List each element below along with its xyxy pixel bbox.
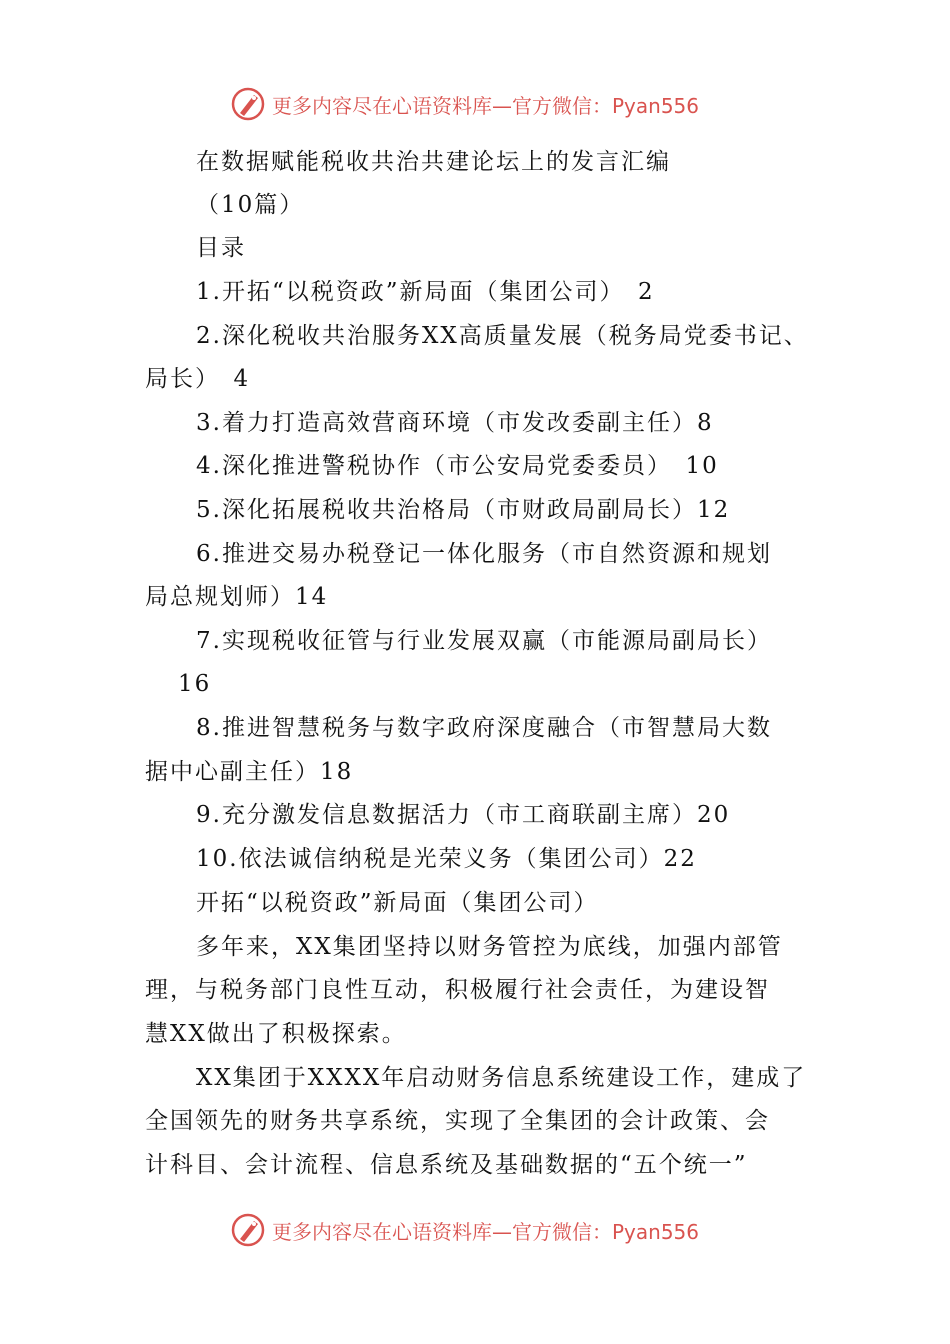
toc-entry: 1.开拓“以税资政”新局面（集团公司） 2 [196,279,655,305]
pen-nib-circle-icon [230,1212,266,1248]
toc-entry: 6.推进交易办税登记一体化服务（市自然资源和规划 [196,541,772,567]
toc-heading: 目录 [196,235,246,261]
toc-entry: 7.实现税收征管与行业发展双赢（市能源局副局长） [196,628,772,654]
toc-entry: 5.深化拓展税收共治格局（市财政局副局长）12 [196,497,731,523]
section-title: 开拓“以税资政”新局面（集团公司） [196,890,599,916]
document-subtitle: （10篇） [196,192,305,218]
watermark-banner-top [230,84,699,124]
watermark-text: 更多内容尽在心语资料库—官方微信：Pyan556 [272,1219,700,1244]
toc-entry-continued: 局总规划师）14 [145,584,329,610]
toc-entry: 10.依法诚信纳税是光荣义务（集团公司）22 [196,846,697,872]
toc-entry: 2.深化税收共治服务XX高质量发展（税务局党委书记、 [196,323,809,349]
paragraph-line: 慧XX做出了积极探索。 [145,1021,407,1047]
toc-entry-continued: 据中心副主任）18 [145,759,354,785]
toc-entry-continued: 16 [178,671,212,697]
toc-entry: 9.充分激发信息数据活力（市工商联副主席）20 [196,802,731,828]
paragraph-line: 多年来，XX集团坚持以财务管控为底线，加强内部管 [196,934,783,960]
paragraph-line: 计科目、会计流程、信息系统及基础数据的“五个统一” [145,1152,748,1178]
watermark-banner-bottom [230,1210,699,1250]
toc-entry: 4.深化推进警税协作（市公安局党委委员） 10 [196,453,719,479]
toc-entry-continued: 局长） 4 [145,366,251,392]
watermark-text: 更多内容尽在心语资料库—官方微信：Pyan556 [272,93,700,118]
paragraph-line: 全国领先的财务共享系统，实现了全集团的会计政策、会 [145,1108,770,1134]
toc-entry: 8.推进智慧税务与数字政府深度融合（市智慧局大数 [196,715,772,741]
document-title: 在数据赋能税收共治共建论坛上的发言汇编 [196,149,671,175]
pen-nib-circle-icon [230,86,266,122]
paragraph-line: XX集团于XXXX年启动财务信息系统建设工作，建成了 [196,1065,807,1091]
toc-entry: 3.着力打造高效营商环境（市发改委副主任）8 [196,410,714,436]
paragraph-line: 理，与税务部门良性互动，积极履行社会责任，为建设智 [145,977,770,1003]
